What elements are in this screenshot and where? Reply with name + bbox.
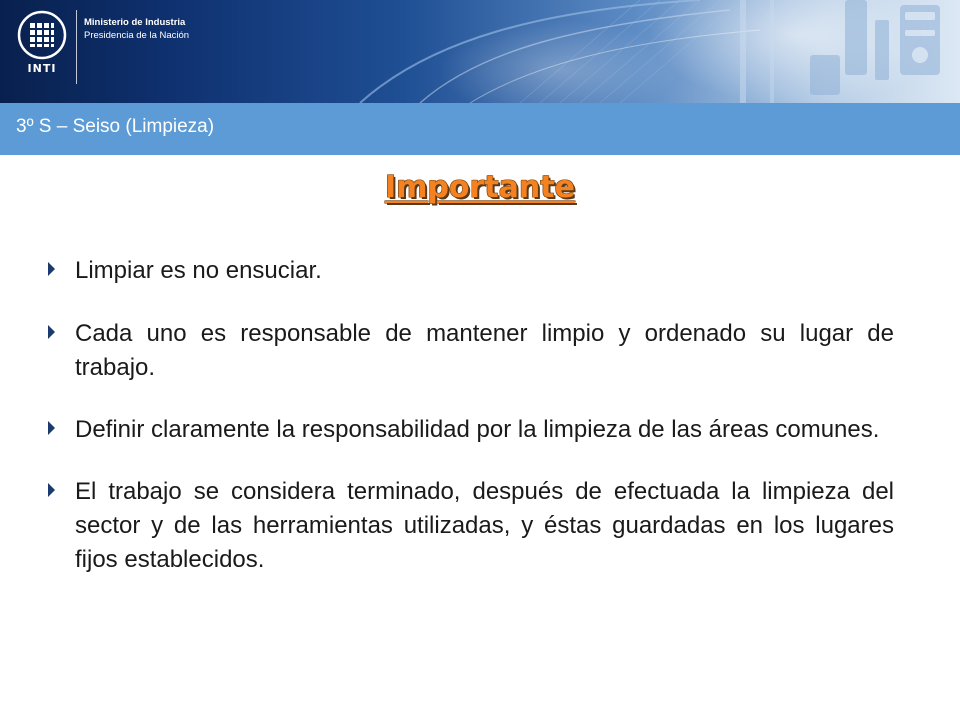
bullet-text: El trabajo se considera terminado, después de efectuada la limpieza del sector y de las herramientas utilizadas, y éstas guardadas en los lugares fijos establecidos. <box>75 478 894 573</box>
bullet-item <box>48 254 894 288</box>
bullet-arrow-icon <box>48 325 55 339</box>
logo-text: INTI <box>27 62 57 75</box>
bullet-arrow-icon <box>48 421 55 435</box>
page-heading: Importante <box>385 170 575 205</box>
section-title: 3º S – Seiso (Limpieza) <box>16 116 215 137</box>
ministry-line-2: Presidencia de la Nación <box>84 30 190 41</box>
header-banner <box>0 0 960 103</box>
bullet-arrow-icon <box>48 262 55 276</box>
bullet-list <box>48 254 894 577</box>
bullet-text: Definir claramente la responsabilidad por la limpieza de las áreas comunes. <box>75 416 880 443</box>
bullet-text: Limpiar es no ensuciar. <box>75 257 322 284</box>
inti-logo-icon <box>17 10 67 60</box>
bullet-item <box>48 475 894 577</box>
bullet-text: Cada uno es responsable de mantener limpio y ordenado su lugar de trabajo. <box>75 320 894 381</box>
ministry-line-1: Ministerio de Industria <box>84 17 186 28</box>
bullet-item <box>48 317 894 385</box>
ministry-label <box>84 16 189 42</box>
bullet-arrow-icon <box>48 483 55 497</box>
logo-divider <box>76 10 77 84</box>
bullet-item <box>48 413 894 447</box>
heading-container <box>0 170 960 205</box>
